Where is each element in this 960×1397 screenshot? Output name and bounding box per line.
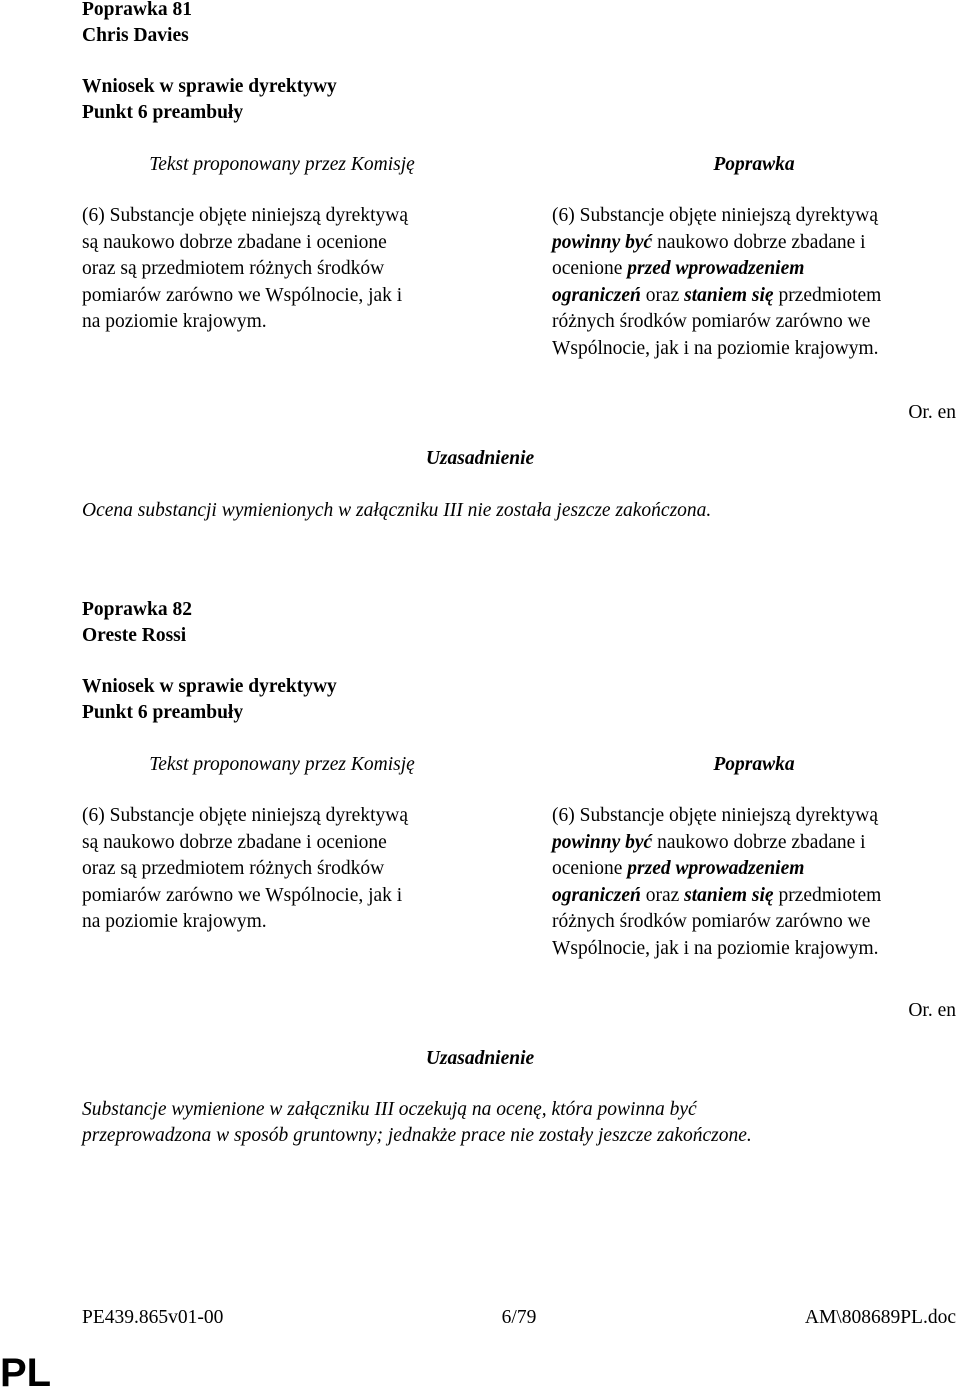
text-line: są naukowo dobrze zbadane i ocenione <box>82 231 387 253</box>
text-line: oraz są przedmiotem różnych środków <box>82 258 385 279</box>
inserted-text: przed wprowadzeniem <box>627 858 805 879</box>
file-name: AM\808689PL.doc <box>804 1307 956 1328</box>
text-line: na poziomie krajowym. <box>82 911 267 932</box>
text-line: różnych środków pomiarów zarówno we <box>552 311 871 332</box>
page-number: 6/79 <box>501 1307 537 1328</box>
amendment-subject: Wniosek w sprawie dyrektywy <box>82 76 337 97</box>
text-line: (6) Substancje objęte niniejszą dyrektywą <box>82 205 408 226</box>
amended-text <box>552 803 881 962</box>
left-column-header: Tekst proponowany przez Komisję <box>149 754 415 775</box>
text-line: pomiarów zarówno we Wspólnocie, jak i <box>82 884 403 906</box>
inserted-text: powinny być <box>552 231 653 253</box>
text-line: (6) Substancje objęte niniejszą dyrektywą <box>552 205 878 226</box>
justification-text: przeprowadzona w sposób gruntowny; jednakże prace nie zostały jeszcze zakończone. <box>82 1125 752 1146</box>
text-line: pomiarów zarówno we Wspólnocie, jak i <box>82 284 403 306</box>
right-column-header: Poprawka <box>713 154 795 175</box>
text-line: powinny być naukowo dobrze zbadane i <box>552 231 866 253</box>
original-language: Or. en <box>908 402 956 423</box>
text-line: na poziomie krajowym. <box>82 311 267 332</box>
text-line: różnych środków pomiarów zarówno we <box>552 911 871 932</box>
right-column-header: Poprawka <box>713 754 795 775</box>
inserted-text: powinny być <box>552 831 653 853</box>
commission-text <box>82 803 408 936</box>
text-line: Wspólnocie, jak i na poziomie krajowym. <box>552 937 879 959</box>
inserted-text: staniem się <box>684 884 774 906</box>
text-line: (6) Substancje objęte niniejszą dyrektywą <box>552 805 878 826</box>
amendment-subject: Wniosek w sprawie dyrektywy <box>82 676 337 697</box>
left-column-header: Tekst proponowany przez Komisję <box>149 154 415 175</box>
text-line: ograniczeń oraz staniem się przedmiotem <box>552 884 882 906</box>
text-line: ocenione przed wprowadzeniem <box>552 258 805 279</box>
amendment-location: Punkt 6 preambuły <box>82 102 244 123</box>
amendment-title: Poprawka 81 <box>82 0 192 20</box>
justification-text: Ocena substancji wymienionych w załączniku III nie została jeszcze zakończona. <box>82 500 712 521</box>
amendment-title: Poprawka 82 <box>82 599 192 620</box>
inserted-text: przed wprowadzeniem <box>627 258 805 279</box>
amendment-author: Oreste Rossi <box>82 625 187 646</box>
justification-text: Substancje wymienione w załączniku III oczekują na ocenę, która powinna być <box>82 1099 697 1120</box>
inserted-text: ograniczeń <box>552 284 641 306</box>
amended-text <box>552 203 881 362</box>
text-line: ocenione przed wprowadzeniem <box>552 858 805 879</box>
text-line: powinny być naukowo dobrze zbadane i <box>552 831 866 853</box>
text-line: Wspólnocie, jak i na poziomie krajowym. <box>552 337 879 359</box>
commission-text <box>82 203 408 336</box>
inserted-text: ograniczeń <box>552 884 641 906</box>
text-line: oraz są przedmiotem różnych środków <box>82 858 385 879</box>
justification-title: Uzasadnienie <box>425 448 535 469</box>
amendment-location: Punkt 6 preambuły <box>82 702 244 723</box>
text-line: ograniczeń oraz staniem się przedmiotem <box>552 284 882 306</box>
text-line: są naukowo dobrze zbadane i ocenione <box>82 831 387 853</box>
justification-title: Uzasadnienie <box>425 1048 535 1069</box>
amendment-author: Chris Davies <box>82 25 189 46</box>
text-line: (6) Substancje objęte niniejszą dyrektywą <box>82 805 408 826</box>
language-mark: PL <box>0 1351 52 1395</box>
inserted-text: staniem się <box>684 284 774 306</box>
original-language: Or. en <box>908 1000 956 1021</box>
document-reference: PE439.865v01-00 <box>82 1307 224 1328</box>
